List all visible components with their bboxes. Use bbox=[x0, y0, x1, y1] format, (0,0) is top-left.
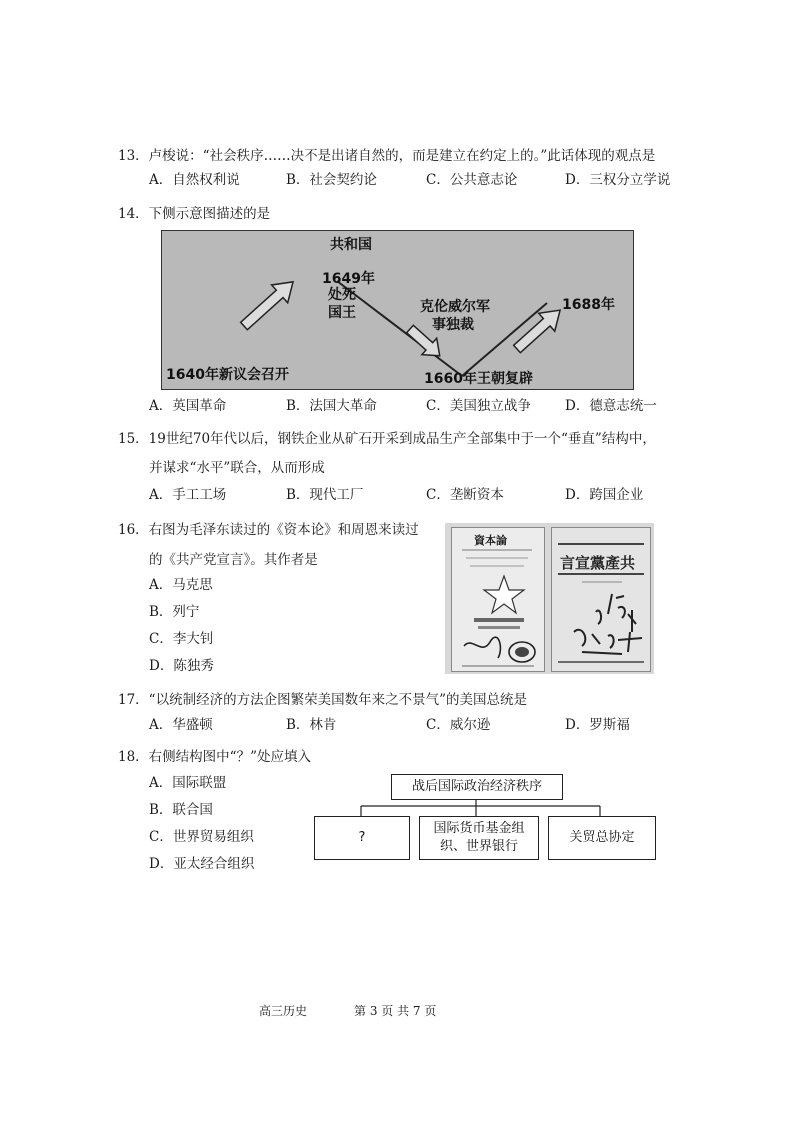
q14-label-bottom-mid: 1660年王朝复辟 bbox=[424, 371, 533, 387]
q14-label-peak-1: 1649年 bbox=[322, 271, 375, 287]
q18-chart-child-imf bbox=[419, 816, 539, 860]
q14-label-peak-2: 处死 bbox=[328, 287, 356, 303]
book-manifesto bbox=[551, 527, 651, 672]
q13-option-b: B．社会契约论 bbox=[286, 172, 377, 188]
q16-option-b: B．列宁 bbox=[149, 604, 200, 620]
q18-chart-child-unknown: ? bbox=[314, 816, 410, 860]
q14-option-d: D．德意志统一 bbox=[565, 398, 657, 414]
q14-label-top: 共和国 bbox=[330, 237, 372, 253]
q17-option-a: A．华盛顿 bbox=[149, 717, 213, 733]
q17-stem: 17．“以统制经济的方法企图繁荣美国数年来之不景气”的美国总统是 bbox=[118, 692, 527, 708]
q13-option-c: C．公共意志论 bbox=[426, 172, 518, 188]
q15-stem-line1: 15．19世纪70年代以后，钢铁企业从矿石开采到成品生产全部集中于一个“垂直”结构中， bbox=[118, 431, 656, 447]
q16-option-a: A．马克思 bbox=[149, 577, 213, 593]
q16-stem-line2: 的《共产党宣言》。其作者是 bbox=[149, 552, 318, 568]
q14-stem: 14．下侧示意图描述的是 bbox=[118, 206, 271, 222]
footer-subject: 高三历史 bbox=[259, 1004, 308, 1018]
q16-option-d: D．陈独秀 bbox=[149, 658, 214, 674]
q14-option-b: B．法国大革命 bbox=[286, 398, 377, 414]
book-capital bbox=[451, 527, 545, 672]
q16-stem-line1: 16．右图为毛泽东读过的《资本论》和周恩来读过 bbox=[118, 522, 419, 538]
q16-option-c: C．李大钊 bbox=[149, 631, 214, 647]
q18-chart-child-gatt: 关贸总协定 bbox=[548, 816, 656, 860]
q13-stem: 13．卢梭说：“社会秩序……决不是出诸自然的，而是建立在约定上的。”此话体现的观点是 bbox=[118, 148, 656, 164]
q14-option-a: A．英国革命 bbox=[149, 398, 227, 414]
q14-label-mid-2: 事独裁 bbox=[432, 317, 474, 333]
q15-option-b: B．现代工厂 bbox=[286, 487, 364, 503]
q15-option-a: A．手工工场 bbox=[149, 487, 227, 503]
q14-label-peak-3: 国王 bbox=[328, 305, 356, 321]
q17-option-c: C．威尔逊 bbox=[426, 717, 491, 733]
q18-option-a: A．国际联盟 bbox=[149, 775, 227, 791]
q17-option-d: D．罗斯福 bbox=[565, 717, 630, 733]
q15-stem-line2: 并谋求“水平”联合，从而形成 bbox=[149, 460, 325, 476]
q18-stem: 18．右侧结构图中“？”处应填入 bbox=[118, 749, 311, 765]
q15-option-c: C．垄断资本 bbox=[426, 487, 504, 503]
q16-book-photo bbox=[445, 523, 654, 674]
q18-option-b: B．联合国 bbox=[149, 802, 213, 818]
q14-option-c: C．美国独立战争 bbox=[426, 398, 531, 414]
q14-label-bottom-left: 1640年新议会召开 bbox=[166, 367, 289, 383]
book-capital-title: 資本論 bbox=[474, 534, 507, 547]
q14-diagram bbox=[161, 230, 634, 390]
q18-chart-child-imf-line1: 国际货币基金组 bbox=[433, 821, 525, 836]
q14-label-right: 1688年 bbox=[562, 297, 615, 313]
q13-option-d: D．三权分立学说 bbox=[565, 172, 671, 188]
book-manifesto-handwriting bbox=[552, 528, 650, 671]
q17-option-b: B．林肯 bbox=[286, 717, 337, 733]
book-capital-stamps bbox=[452, 528, 544, 671]
q18-chart-child-imf-line2: 织、世界银行 bbox=[439, 839, 518, 854]
footer-page-number: 第 3 页 共 7 页 bbox=[354, 1004, 437, 1018]
q13-option-a: A．自然权利说 bbox=[149, 172, 240, 188]
q18-option-d: D．亚太经合组织 bbox=[149, 856, 255, 872]
q15-option-d: D．跨国企业 bbox=[565, 487, 644, 503]
q18-chart-root: 战后国际政治经济秩序 bbox=[391, 774, 563, 800]
book-manifesto-title: 言宣黨產共 bbox=[560, 554, 636, 572]
q14-label-mid-1: 克伦威尔军 bbox=[420, 299, 490, 315]
arrow-up-icon bbox=[236, 273, 301, 335]
q18-option-c: C．世界贸易组织 bbox=[149, 829, 254, 845]
